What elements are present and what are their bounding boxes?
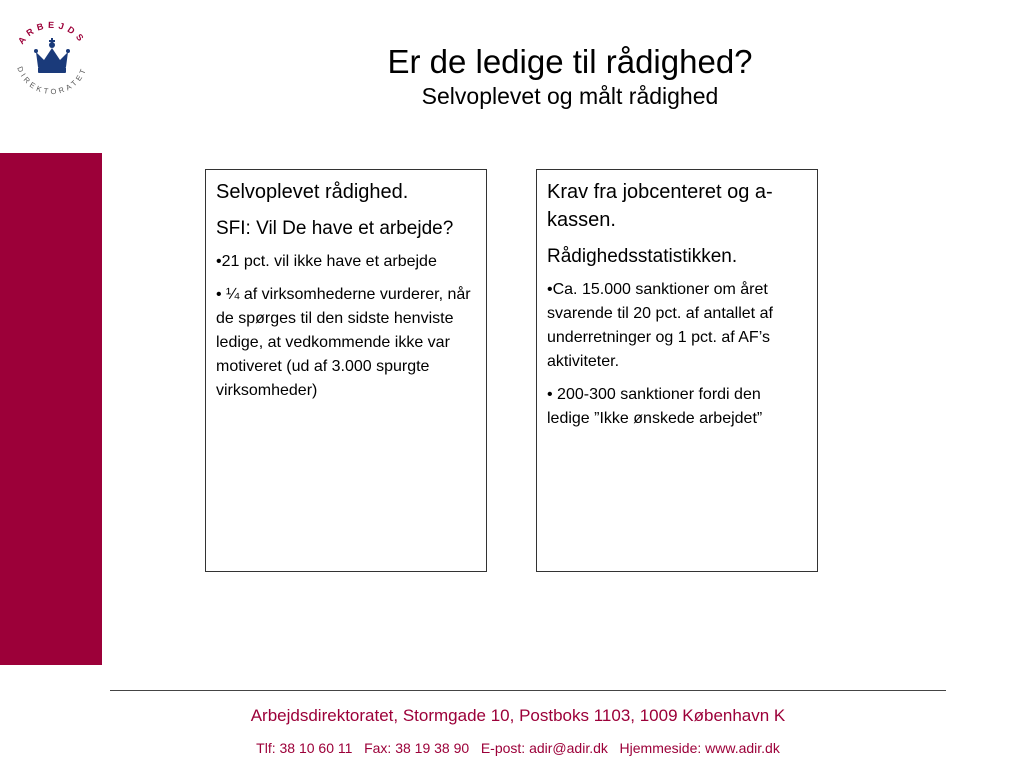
slide-subtitle: Selvoplevet og målt rådighed (421, 83, 719, 109)
crown-icon (34, 38, 70, 73)
side-accent-bar (0, 153, 102, 665)
footer-address: Arbejdsdirektoratet, Stormgade 10, Postboks 1103, 1009 København K (250, 706, 786, 725)
self-experienced-box (205, 169, 487, 572)
title-block (250, 42, 890, 110)
footer-divider (110, 690, 946, 691)
arbejdsdirektoratet-logo (8, 18, 96, 106)
bullet-item: • 200-300 sanktioner fordi den ledige ”Ikke ønskede arbejdet” (547, 386, 763, 427)
footer-contact: Tlf: 38 10 60 11 Fax: 38 19 38 90 E-post: adir@adir.dk Hjemmeside: www.adir.dk (256, 740, 780, 756)
box-subheading: SFI: Vil De have et arbejde? (216, 218, 454, 239)
logo-text-top: ARBEJDS (16, 19, 88, 47)
bullet-item: • ¼ af virksomhederne vurderer, når de spørges til den sidste henviste ledige, at vedkommende ikke var motiveret (ud af 3.000 spurgte virksomheder) (216, 286, 471, 399)
bullet-item: •Ca. 15.000 sanktioner om året svarende til 20 pct. af antallet af underretninger og 1 pct. af AF’s aktiviteter. (547, 281, 773, 370)
box-subheading: Rådighedsstatistikken. (547, 246, 738, 267)
logo-text-bottom: DIREKTORATET (15, 65, 89, 97)
box-heading: Selvoplevet rådighed. (216, 181, 409, 203)
bullet-item: •21 pct. vil ikke have et arbejde (216, 253, 437, 270)
slide-title: Er de ledige til rådighed? (387, 43, 753, 80)
measured-availability-box (536, 169, 818, 572)
box-heading: Krav fra jobcenteret og a-kassen. (547, 181, 773, 231)
